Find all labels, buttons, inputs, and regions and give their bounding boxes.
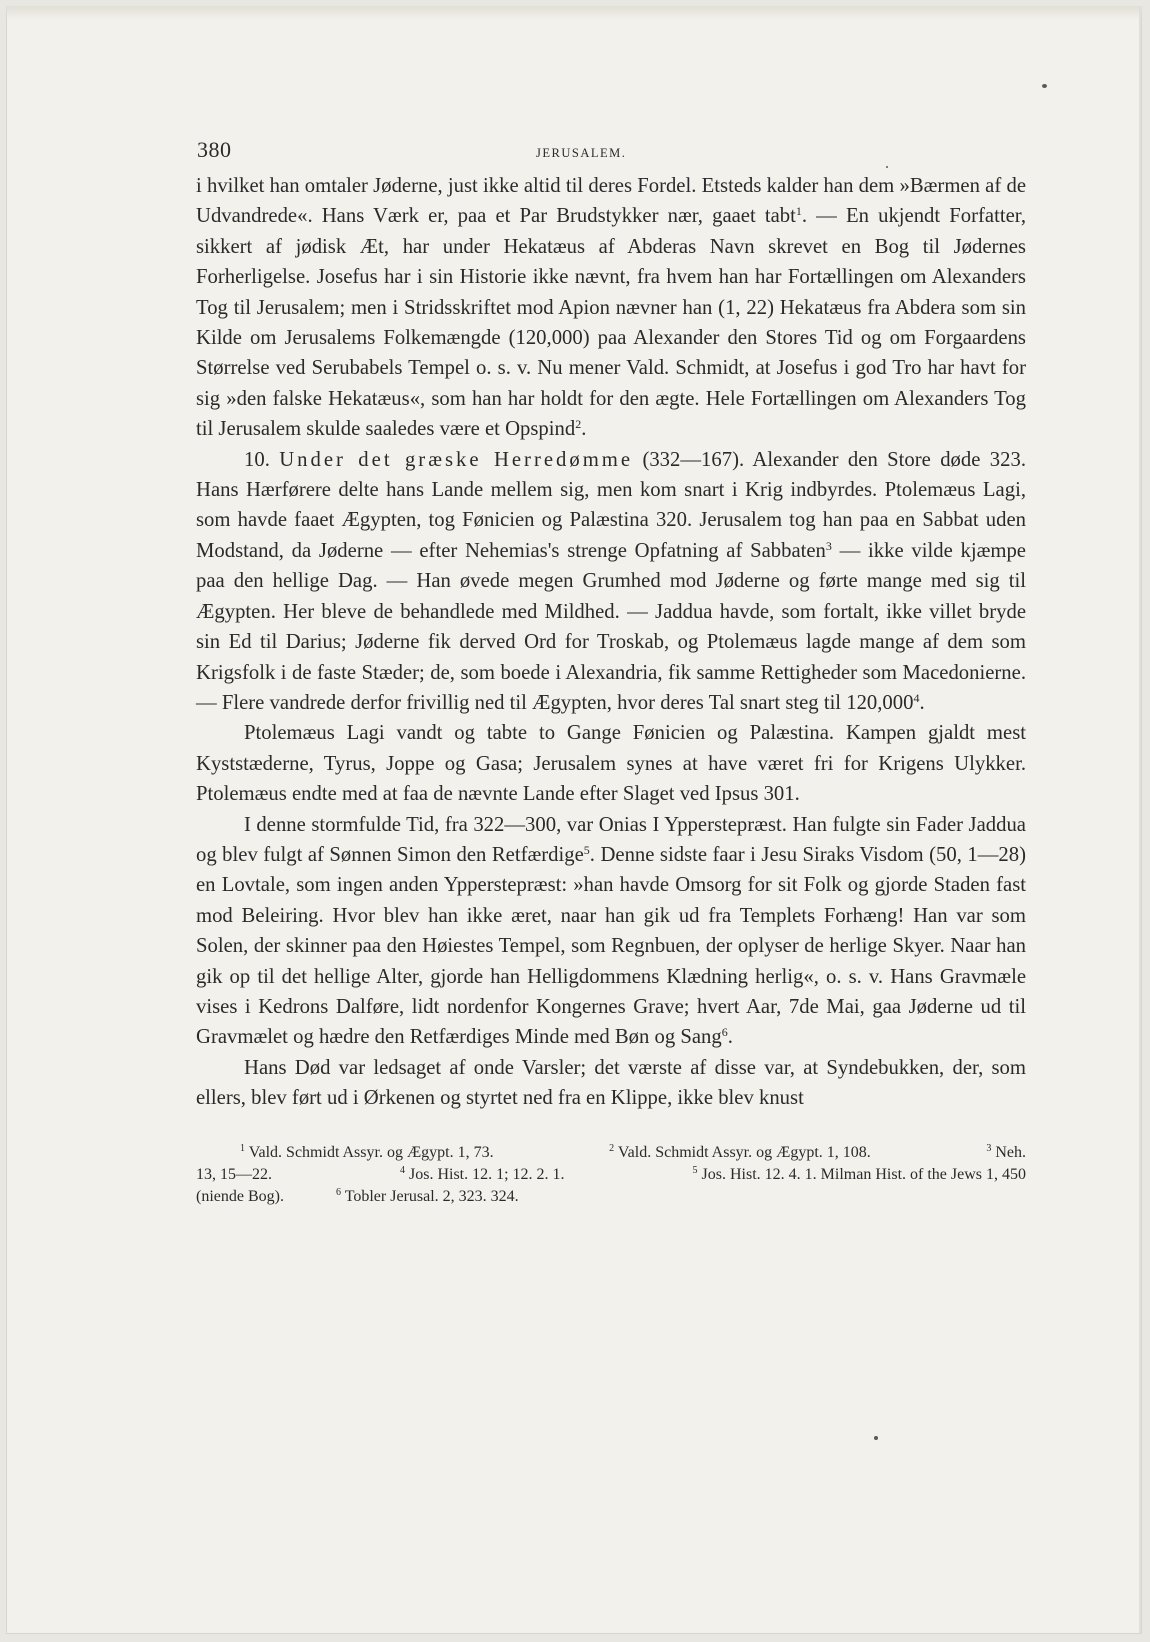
paper-speck [874,1436,878,1440]
paragraph [196,171,1026,445]
text-run: i hvilket han omtaler Jøderne, just ikke altid til deres Fordel. Etsteds kalder han dem »Bærmen af de Udvandrede«. Hans Værk er, paa et Par Brudstykker nær, gaaet tabt [196,175,1026,228]
footnote-3-cont: 13, 15—22. [196,1165,272,1183]
text-run: — ikke vilde kjæmpe paa den hellige Dag. — Han øvede megen Grumhed mod Jøderne og førte mange med sig til Ægypten. Her bleve de behandlede med Mildhed. — Jaddua havde, som fortalt, ikke villet bryde sin Ed til Darius; Jøderne fik derved Ord for Troskab, og Ptolemæus lagde mange af dem som Krigsfolk i de faste Stæder; de, som boede i Alexandria, fik samme Rettigheder som Macedonierne. — Flere vandrede derfor frivillig ned til Ægypten, hvor deres Tal snart steg til 120,000 [196,539,1026,714]
footnote-text: Vald. Schmidt Assyr. og Ægypt. 1, 73. [248,1143,494,1161]
footnote-ref: 3 [825,538,832,553]
footnote-2 [609,1142,871,1164]
footnote-marker: 1 [240,1142,245,1154]
footnote-ref: 1 [795,204,802,219]
section-number: 10. [244,448,270,471]
footnote-6 [336,1186,519,1208]
text-run: I denne stormfulde Tid, fra 322—300, var Onias I Ypperstepræst. Han fulgte sin Fader Jaddua og blev fulgt af Sønnen Simon den Retfærdige [196,813,1026,866]
paragraph [196,810,1026,1053]
page-header [196,137,1026,171]
footnote-marker: 2 [609,1142,615,1154]
paragraph [196,445,1026,719]
footnote-ref: 4 [913,690,920,705]
footnote-5-cont: (niende Bog). [196,1187,284,1205]
book-page [6,6,1142,1634]
body-text [196,171,1026,1114]
text-run: . [919,691,925,714]
text-run: . Denne sidste faar i Jesu Siraks Visdom (50, 1—28) en Lovtale, som ingen anden Ypperstepræst: »han havde Omsorg for sit Folk og gjorde Staden fast mod Beleiring. Hvor blev han ikke æret, naar han gik ud fra Templets Forhæng! Han var som Solen, der skinner paa den Høiestes Tempel, som Regnbuen, der oplyser de herlige Skyer. Naar han gik op til det hellige Alter, gjorde han Helligdommens Klædning herlig«, o. s. v. Hans Gravmæle vises i Kedrons Dalføre, lidt nordenfor Kongernes Grave; hvert Aar, 7de Mai, gaa Jøderne ud til Gravmælet og hædre den Retfærdiges Minde med Bøn og Sang [196,843,1026,1049]
footnote-ref: 5 [583,842,590,857]
footnote-ref: 6 [721,1025,728,1040]
footnote-3 [986,1142,1026,1164]
text-run: . [727,1026,733,1049]
section-heading: Under det græske Herredømme [279,448,634,471]
text-run: Alexander den Store døde 323. Hans Hærførere delte hans Lande mellem sig, men kom snart i Krig indbyrdes. Ptolemæus Lagi, som havde faaet Ægypten, tog Fønicien og Palæstina 320. Jerusalem tog han paa en Sabbat uden Modstand, da Jøderne — efter Nehemias's strenge Opfatning af Sabbaten [196,448,1026,562]
footnote-row [196,1186,1026,1208]
footnote-marker: 4 [399,1164,405,1176]
page-content [196,137,1026,1208]
page-number: 380 [197,137,232,162]
footnote-text: Jos. Hist. 12. 4. 1. Milman Hist. of the Jews 1, 450 [701,1165,1026,1183]
footnote-row [196,1142,1026,1164]
footnote-marker: 5 [692,1164,698,1176]
section-dates: (332—167). [642,448,745,471]
paragraph: Ptolemæus Lagi vandt og tabte to Gange Fønicien og Palæstina. Kampen gjaldt mest Kyststæderne, Tyrus, Joppe og Gasa; Jerusalem synes at have været fri for Krigens Ulykker. Ptolemæus endte med at faa de nævnte Lande efter Slaget ved Ipsus 301. [196,722,1026,806]
footnote-4 [400,1164,565,1186]
running-title: JERUSALEM. [536,146,627,160]
paragraph: Hans Død var ledsaget af onde Varsler; det værste af disse var, at Syndebukken, der, som ellers, blev ført ud i Ørkenen og styrtet ned fra en Klippe, ikke blev knust [196,1056,1026,1110]
footnote-text: Tobler Jerusal. 2, 323. 324. [344,1187,519,1205]
footnote-marker: 3 [986,1142,992,1154]
footnote-ref: 2 [575,417,582,432]
footnote-text: Vald. Schmidt Assyr. og Ægypt. 1, 108. [617,1143,871,1161]
text-run: . — En ukjendt Forfatter, sikkert af jødisk Æt, har under Hekatæus af Abderas Navn skrevet en Bog til Jødernes Forherligelse. Josefus har i sin Historie ikke nævnt, fra hvem han har Fortællingen om Alexanders Tog til Jerusalem; men i Stridsskriftet mod Apion nævner han (1, 22) Hekatæus fra Abdera som sin Kilde om Jerusalems Folkemængde (120,000) paa Alexander den Stores Tid og om Forgaardens Størrelse ved Serubabels Tempel o. s. v. Nu mener Vald. Schmidt, at Josefus i god Tro har havt for sig »den falske Hekatæus«, som han har holdt for den ægte. Hele Fortællingen om Alexanders Tog til Jerusalem skulde saaledes være et Opspind [196,205,1026,441]
footnote-5 [693,1164,1026,1186]
paper-speck [1042,84,1047,88]
text-run: . [581,418,587,441]
footnotes [196,1142,1026,1208]
footnote-row [196,1164,1026,1186]
footnote-1 [240,1142,494,1164]
footnote-text: Neh. [995,1143,1026,1161]
footnote-text: Jos. Hist. 12. 1; 12. 2. 1. [408,1165,565,1183]
footnote-marker: 6 [335,1186,341,1198]
